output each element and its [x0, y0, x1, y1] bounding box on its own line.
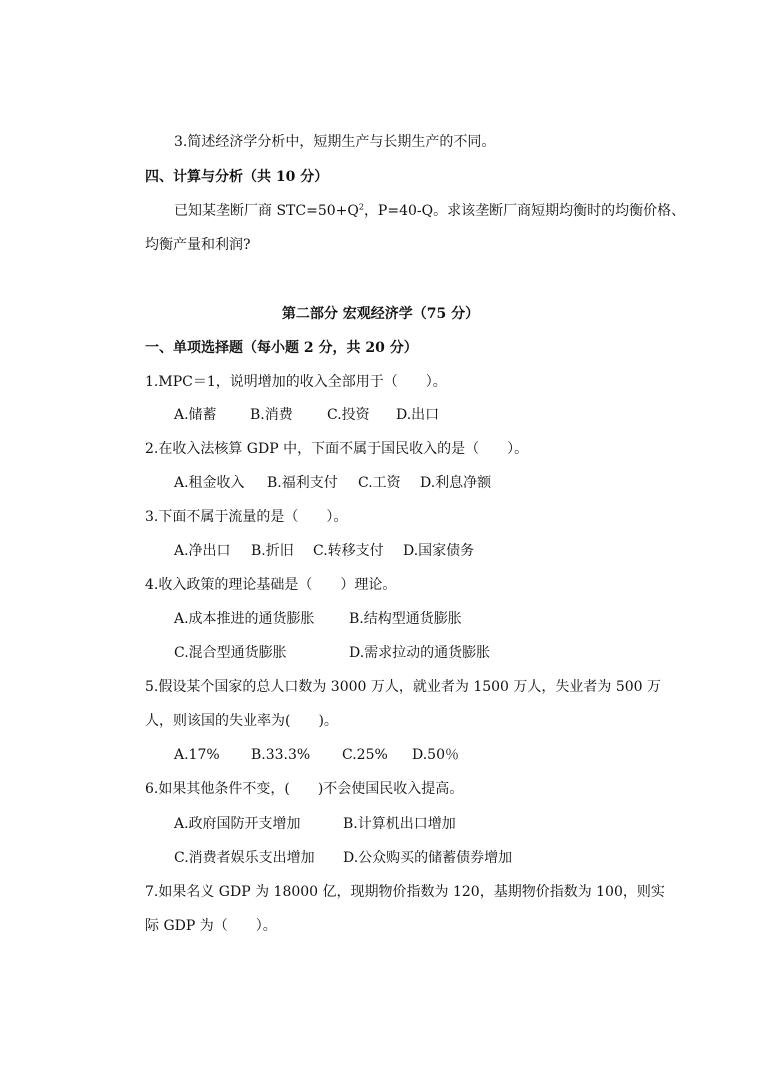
option: A.成本推进的通货膨胀 — [174, 611, 315, 627]
question-stem: 2.在收入法核算 GDP 中，下面不属于国民收入的是（ ）。 — [145, 441, 529, 457]
option: C.25% — [342, 747, 388, 763]
option: D.利息净额 — [420, 475, 492, 491]
option: D.公众购买的储蓄债券增加 — [343, 850, 513, 866]
calc-text-a: 已知某垄断厂商 STC=50+Q — [174, 203, 359, 219]
question-stem: 1.MPC＝1，说明增加的收入全部用于（ ）。 — [145, 374, 447, 390]
question-stem: 6.如果其他条件不变，( )不会使国民收入提高。 — [145, 781, 464, 797]
part-title: 第二部分 宏观经济学（75 分） — [281, 306, 480, 322]
question-stem: 3.下面不属于流量的是（ ）。 — [145, 509, 348, 525]
option: A.租金收入 — [174, 475, 245, 491]
question-text: 3.简述经济学分析中，短期生产与长期生产的不同。 — [174, 134, 496, 150]
question-stem: 际 GDP 为（ ）。 — [145, 918, 277, 934]
option: B.33.3% — [251, 747, 311, 763]
option: D.国家债务 — [403, 543, 475, 559]
calc-question-line: 均衡产量和利润? — [145, 237, 251, 253]
option: C.消费者娱乐支出增加 — [174, 850, 315, 866]
option: D.50％ — [412, 747, 459, 763]
question-stem: 5.假设某个国家的总人口数为 3000 万人，就业者为 1500 万人，失业者为 500 万 — [145, 679, 662, 695]
option: A.储蓄 — [174, 407, 217, 423]
section-heading: 四、计算与分析（共 10 分） — [145, 169, 329, 185]
option: B.折旧 — [251, 543, 294, 559]
option: B.计算机出口增加 — [343, 816, 456, 832]
option: C.转移支付 — [313, 543, 384, 559]
option: C.投资 — [327, 407, 370, 423]
option: B.消费 — [250, 407, 293, 423]
question-stem: 4.收入政策的理论基础是（ ）理论。 — [145, 577, 397, 593]
option: A.17% — [174, 747, 220, 763]
option: C.工资 — [358, 475, 401, 491]
option: B.福利支付 — [267, 475, 338, 491]
section-heading: 一、单项选择题（每小题 2 分，共 20 分） — [145, 340, 418, 356]
option: A.净出口 — [174, 543, 231, 559]
question-stem: 人，则该国的失业率为( )。 — [145, 713, 338, 729]
option: A.政府国防开支增加 — [174, 816, 301, 832]
calc-text-b: ，P=40-Q。求该垄断厂商短期均衡时的均衡价格、 — [363, 203, 686, 219]
option: D.出口 — [396, 407, 440, 423]
superscript: 2 — [358, 202, 364, 212]
question-stem: 7.如果名义 GDP 为 18000 亿，现期物价指数为 120，基期物价指数为 100，则实 — [145, 884, 665, 900]
option: C.混合型通货膨胀 — [174, 645, 287, 661]
option: D.需求拉动的通货膨胀 — [349, 645, 491, 661]
option: B.结构型通货膨胀 — [349, 611, 462, 627]
calc-question-line — [174, 202, 685, 220]
